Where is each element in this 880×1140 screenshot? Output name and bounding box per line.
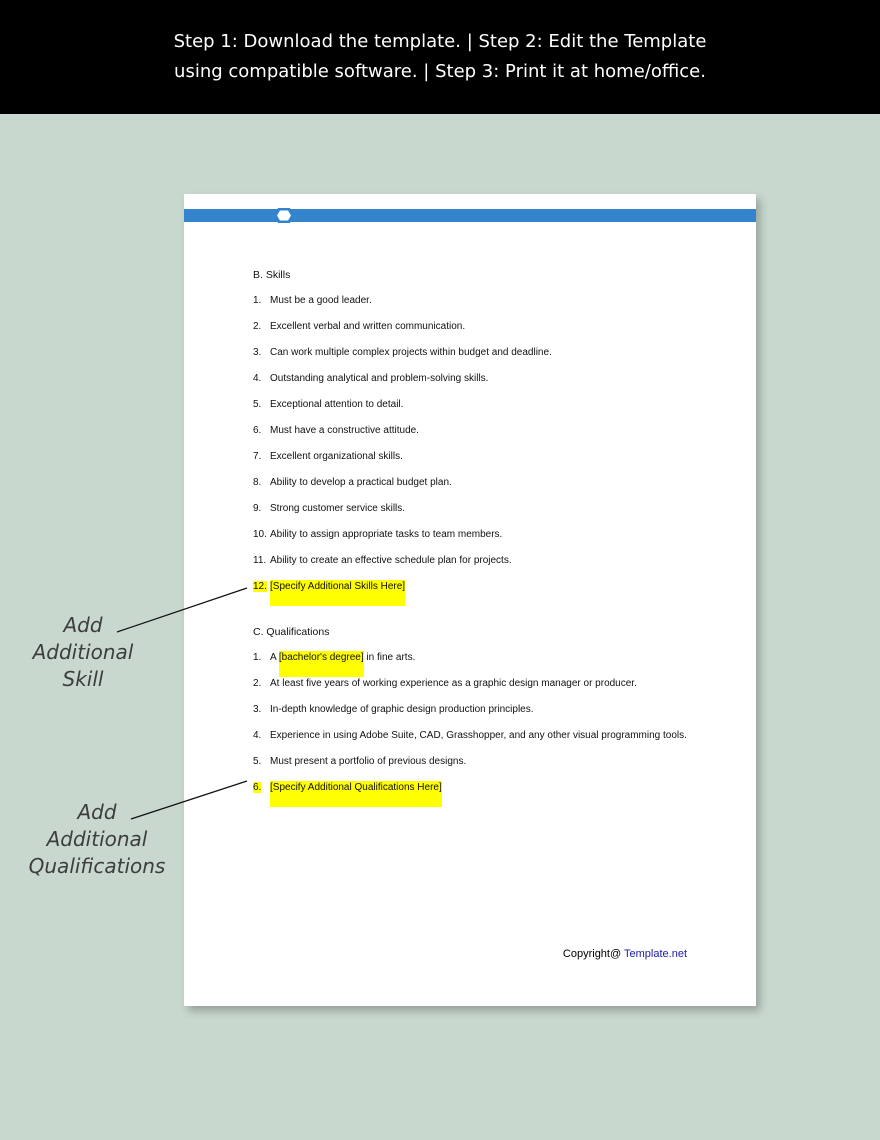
additional-skill-text[interactable]: [Specify Additional Skills Here]	[270, 580, 405, 606]
skill-text: Exceptional attention to detail.	[270, 399, 404, 410]
skill-number: 10.	[253, 529, 267, 540]
additional-qualification-text[interactable]: [Specify Additional Qualifications Here]	[270, 781, 442, 807]
skills-heading: B. Skills	[253, 269, 291, 281]
callout-line-2: Additional	[46, 827, 148, 851]
skill-text: Excellent verbal and written communication.	[270, 321, 466, 332]
add-qualifications-callout	[12, 799, 182, 880]
skill-number: 7.	[253, 451, 262, 462]
qualification-number: 4.	[253, 730, 262, 741]
degree-placeholder[interactable]: [bachelor's degree]	[279, 651, 364, 677]
qualification-number: 1.	[253, 652, 262, 663]
skill-number: 1.	[253, 295, 262, 306]
skill-text: Outstanding analytical and problem-solving skills.	[270, 373, 489, 384]
qualification-text-pre: A	[270, 652, 279, 663]
callout-line-3: Skill	[62, 667, 104, 691]
copyright-prefix: Copyright@	[562, 948, 625, 960]
skill-text: Strong customer service skills.	[270, 503, 406, 514]
qualification-number: 5.	[253, 756, 262, 767]
callout-line-2: Additional	[32, 640, 134, 664]
qualification-text: Experience in using Adobe Suite, CAD, Grasshopper, and any other visual programming tools.	[270, 730, 687, 741]
qualification-text: Must present a portfolio of previous designs.	[270, 756, 467, 767]
skill-text: Ability to develop a practical budget plan.	[270, 477, 452, 488]
callout-line-1: Add	[63, 613, 103, 637]
skill-number: 8.	[253, 477, 262, 488]
qualification-number: 3.	[253, 704, 262, 715]
skill-text: Ability to assign appropriate tasks to team members.	[270, 529, 503, 540]
qualification-text: At least five years of working experience as a graphic design manager or producer.	[270, 678, 637, 689]
qualification-number: 6.	[253, 782, 262, 793]
skill-number: 6.	[253, 425, 262, 436]
qualification-text: In-depth knowledge of graphic design production principles.	[270, 704, 534, 715]
add-skill-callout	[18, 612, 148, 693]
skill-number: 12.	[253, 581, 267, 592]
skill-number: 11.	[253, 555, 267, 566]
skill-number: 2.	[253, 321, 262, 332]
skill-text: Ability to create an effective schedule plan for projects.	[270, 555, 512, 566]
callout-line-3: Qualifications	[28, 854, 166, 878]
skill-text: Must be a good leader.	[270, 295, 372, 306]
callout-line-1: Add	[77, 800, 117, 824]
skill-text: Can work multiple complex projects within budget and deadline.	[270, 347, 552, 358]
skill-number: 9.	[253, 503, 262, 514]
skill-text: Must have a constructive attitude.	[270, 425, 419, 436]
skill-number: 4.	[253, 373, 262, 384]
skill-number: 5.	[253, 399, 262, 410]
qualification-text-post: in fine arts.	[363, 652, 416, 663]
skill-number: 3.	[253, 347, 262, 358]
qualifications-heading: C. Qualifications	[253, 626, 330, 638]
copyright-brand-link[interactable]: Template.net	[624, 948, 687, 960]
instructions-line-1: Step 1: Download the template. | Step 2: Edit the Template	[173, 31, 707, 52]
instructions-line-2: using compatible software. | Step 3: Print it at home/office.	[174, 61, 706, 82]
skill-text: Excellent organizational skills.	[270, 451, 403, 462]
qualification-number: 2.	[253, 678, 262, 689]
